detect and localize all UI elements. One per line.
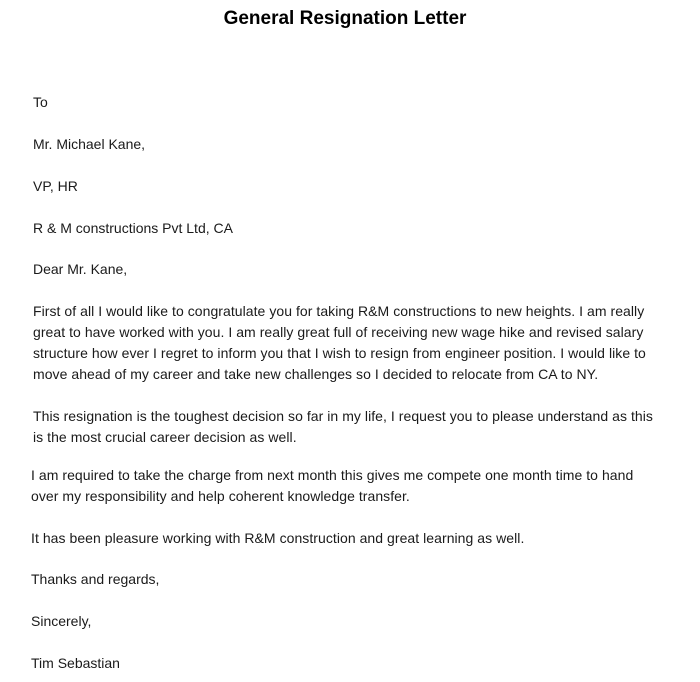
signature-name: Tim Sebastian <box>31 655 120 671</box>
recipient-position: VP, HR <box>33 178 78 194</box>
paragraph-line: First of all I would like to congratulate you for taking R&M constructions to new heights. I am really <box>33 303 645 319</box>
body-paragraph-2 <box>33 406 661 448</box>
closing-thanks: Thanks and regards, <box>31 571 160 587</box>
paragraph-line: It has been pleasure working with R&M construction and great learning as well. <box>31 530 525 546</box>
page-title: General Resignation Letter <box>223 8 467 29</box>
paragraph-line: move ahead of my career and take new challenges so I decided to relocate from CA to NY. <box>33 366 599 382</box>
recipient-name: Mr. Michael Kane, <box>33 136 146 152</box>
body-paragraph-1 <box>33 301 661 385</box>
recipient-company: R & M constructions Pvt Ltd, CA <box>33 220 233 236</box>
paragraph-line: great to have worked with you. I am really great full of receiving new wage hike and revised salary <box>33 324 644 340</box>
paragraph-line: This resignation is the toughest decision so far in my life, I request you to please understand as this <box>33 408 653 424</box>
paragraph-line: over my responsibility and help coherent knowledge transfer. <box>31 488 410 504</box>
salutation: Dear Mr. Kane, <box>33 261 128 277</box>
paragraph-line: is the most crucial career decision as well. <box>33 429 297 445</box>
to-label: To <box>33 94 48 110</box>
paragraph-line: I am required to take the charge from next month this gives me compete one month time to hand <box>31 467 634 483</box>
closing-sincerely: Sincerely, <box>31 613 92 629</box>
body-paragraph-4 <box>31 528 659 549</box>
body-paragraph-3 <box>31 465 659 507</box>
paragraph-line: structure how ever I regret to inform you that I wish to resign from engineer position. I would like to <box>33 345 646 361</box>
